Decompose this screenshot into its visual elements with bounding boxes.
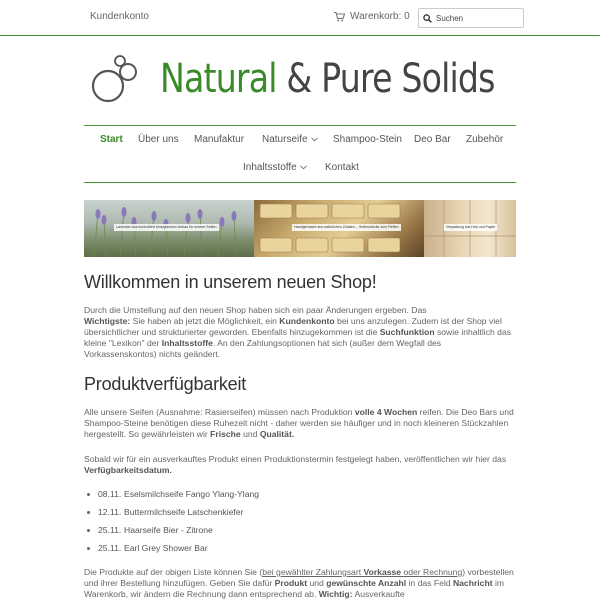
text-run: Alle unsere Seifen (Ausnahme: Rasierseifen) müssen nach Produktion (84, 407, 355, 417)
welcome-paragraph (84, 305, 516, 360)
customer-account-link[interactable]: Kundenkonto (90, 11, 149, 22)
cart-icon (334, 12, 345, 22)
cart-label: Warenkorb: 0 (350, 11, 410, 22)
text-run: Sobald wir für ein ausverkauftes Produkt einen Produktionstermin festgelegt haben, veröffentlichen wir hier das (84, 454, 507, 464)
text-run: und (307, 578, 327, 588)
text-run: Die Produkte auf der obigen Liste können Sie ( (84, 567, 263, 577)
text-strong: Suchfunktion (379, 327, 435, 337)
availability-date-paragraph (84, 454, 516, 476)
nav-label: Über uns (138, 134, 179, 145)
search-box (418, 8, 524, 28)
item-date: 12.11. (98, 507, 122, 517)
banner-image-wood (424, 200, 516, 257)
text-run: ) vorbestellen und ihrer Bestellung hinzufügen. Geben Sie dafür (84, 567, 514, 588)
text-strong: Vorkasse (363, 567, 402, 577)
text-run: oder Rechnung (401, 567, 463, 577)
text-run: bei gewählter Zahlungsart (262, 567, 364, 577)
item-name: Haarseife Bier - Zitrone (124, 525, 213, 535)
text-strong: Frische (210, 429, 241, 439)
nav-item-ueber-uns[interactable] (138, 134, 179, 145)
availability-list (84, 485, 516, 557)
text-strong: Kundenkonto (279, 316, 335, 326)
text-strong: Qualität. (259, 429, 295, 439)
search-icon[interactable] (423, 14, 432, 23)
text-run: Durch die Umstellung auf den neuen Shop haben sich ein paar Änderungen ergeben. Das (84, 305, 427, 315)
bubbles-logo-icon (90, 52, 146, 108)
nav-item-shampoo-stein[interactable] (333, 134, 402, 145)
item-date: 25.11. (98, 543, 122, 553)
text-strong: Produkt (274, 578, 308, 588)
text-run: und (240, 429, 260, 439)
list-item (84, 521, 516, 539)
logo-word-natural: Natural (160, 56, 277, 102)
bullet-icon (87, 529, 90, 532)
nav-item-zubehoer[interactable] (466, 134, 503, 145)
bullet-icon (87, 547, 90, 550)
cart-link[interactable] (334, 11, 410, 22)
item-date: 25.11. (98, 525, 122, 535)
text-strong: Wichtigste: (84, 316, 131, 326)
text-run: in das Feld (406, 578, 453, 588)
chevron-down-icon (311, 137, 318, 142)
banner-image-lavender (84, 200, 254, 257)
nav-label: Kontakt (325, 162, 359, 173)
item-date: 08.11. (98, 489, 122, 499)
list-item (84, 539, 516, 557)
banner-caption: Verpackung aus Holz und Papier (446, 225, 496, 229)
text-run: sowie inhaltlich das kleine "Lexikon" der (84, 327, 512, 348)
text-strong: Wichtig: (318, 589, 353, 599)
nav-item-start[interactable] (100, 134, 123, 145)
nav-label: Shampoo-Stein (333, 134, 402, 145)
nav-label: Naturseife (262, 134, 308, 145)
nav-label: Manufaktur (194, 134, 245, 145)
search-input[interactable] (436, 14, 520, 23)
bullet-icon (87, 511, 90, 514)
text-strong: gewünschte Anzahl (326, 578, 407, 588)
hero-banner[interactable] (84, 200, 516, 257)
nav-item-manufaktur[interactable] (194, 134, 244, 145)
banner-caption: Handgemacht aus natürlichen Zutaten – Seifenstücke zum Reifen (294, 225, 399, 229)
availability-heading: Produktverfügbarkeit (84, 374, 247, 394)
list-item (84, 503, 516, 521)
item-name: Earl Grey Shower Bar (124, 543, 208, 553)
text-strong: volle 4 Wochen (354, 407, 418, 417)
text-run: Sie haben ab jetzt die Möglichkeit, ein (130, 316, 280, 326)
nav-label: Deo Bar (414, 134, 451, 145)
bullet-icon (87, 493, 90, 496)
text-strong: Inhaltsstoffe (161, 338, 213, 348)
text-run: reifen. Die Deo Bars und Shampoo-Steine benötigen diese Ruhezeit nicht - daher werden sie häufiger und in noch kleineren Stückzahlen hergestellt. So gewährleisten wir (84, 407, 514, 439)
nav-label: Inhaltsstoffe (243, 162, 297, 173)
item-name: Buttermilchseife Latschenkiefer (124, 507, 244, 517)
logo-word-rest: & Pure Solids (276, 56, 495, 102)
nav-item-kontakt[interactable] (325, 162, 359, 173)
banner-caption: Lavendel aus kontrolliert biologischem Anbau für unsere Seifen (116, 225, 217, 229)
text-strong: Nachricht (452, 578, 493, 588)
nav-label: Zubehör (466, 134, 504, 145)
nav-item-naturseife[interactable] (262, 134, 318, 145)
nav-item-inhaltsstoffe[interactable] (243, 162, 307, 173)
preorder-paragraph (84, 567, 516, 600)
item-name: Eselsmilchseife Fango Ylang-Ylang (124, 489, 260, 499)
main-content (84, 272, 516, 600)
main-navigation (84, 125, 516, 183)
chevron-down-icon (300, 165, 307, 170)
welcome-heading: Willkommen in unserem neuen Shop! (84, 272, 377, 292)
text-run: bei uns anzulegen. Zudem ist der Shop viel übersichtlicher und strukturierter geworden. Ebenfalls hinzugekommen ist die (84, 316, 502, 337)
top-bar (0, 0, 600, 36)
availability-paragraph (84, 407, 516, 440)
logo-wordmark (160, 56, 495, 102)
nav-label: Start (100, 134, 123, 145)
nav-item-deo-bar[interactable] (414, 134, 451, 145)
list-item (84, 485, 516, 503)
text-strong: Verfügbarkeitsdatum. (84, 465, 172, 475)
payment-note (262, 567, 462, 577)
text-run: im Warenkorb, wir ändern die Rechnung dann entsprechend ab. (84, 578, 505, 599)
text-run: . An den Zahlungsoptionen hat sich (außer dem Wegfall des Vorkassenskontos) nichts geändert. (84, 338, 442, 359)
banner-image-soap (254, 200, 424, 257)
site-logo[interactable] (90, 52, 520, 112)
text-run: Ausverkaufte (352, 589, 405, 599)
